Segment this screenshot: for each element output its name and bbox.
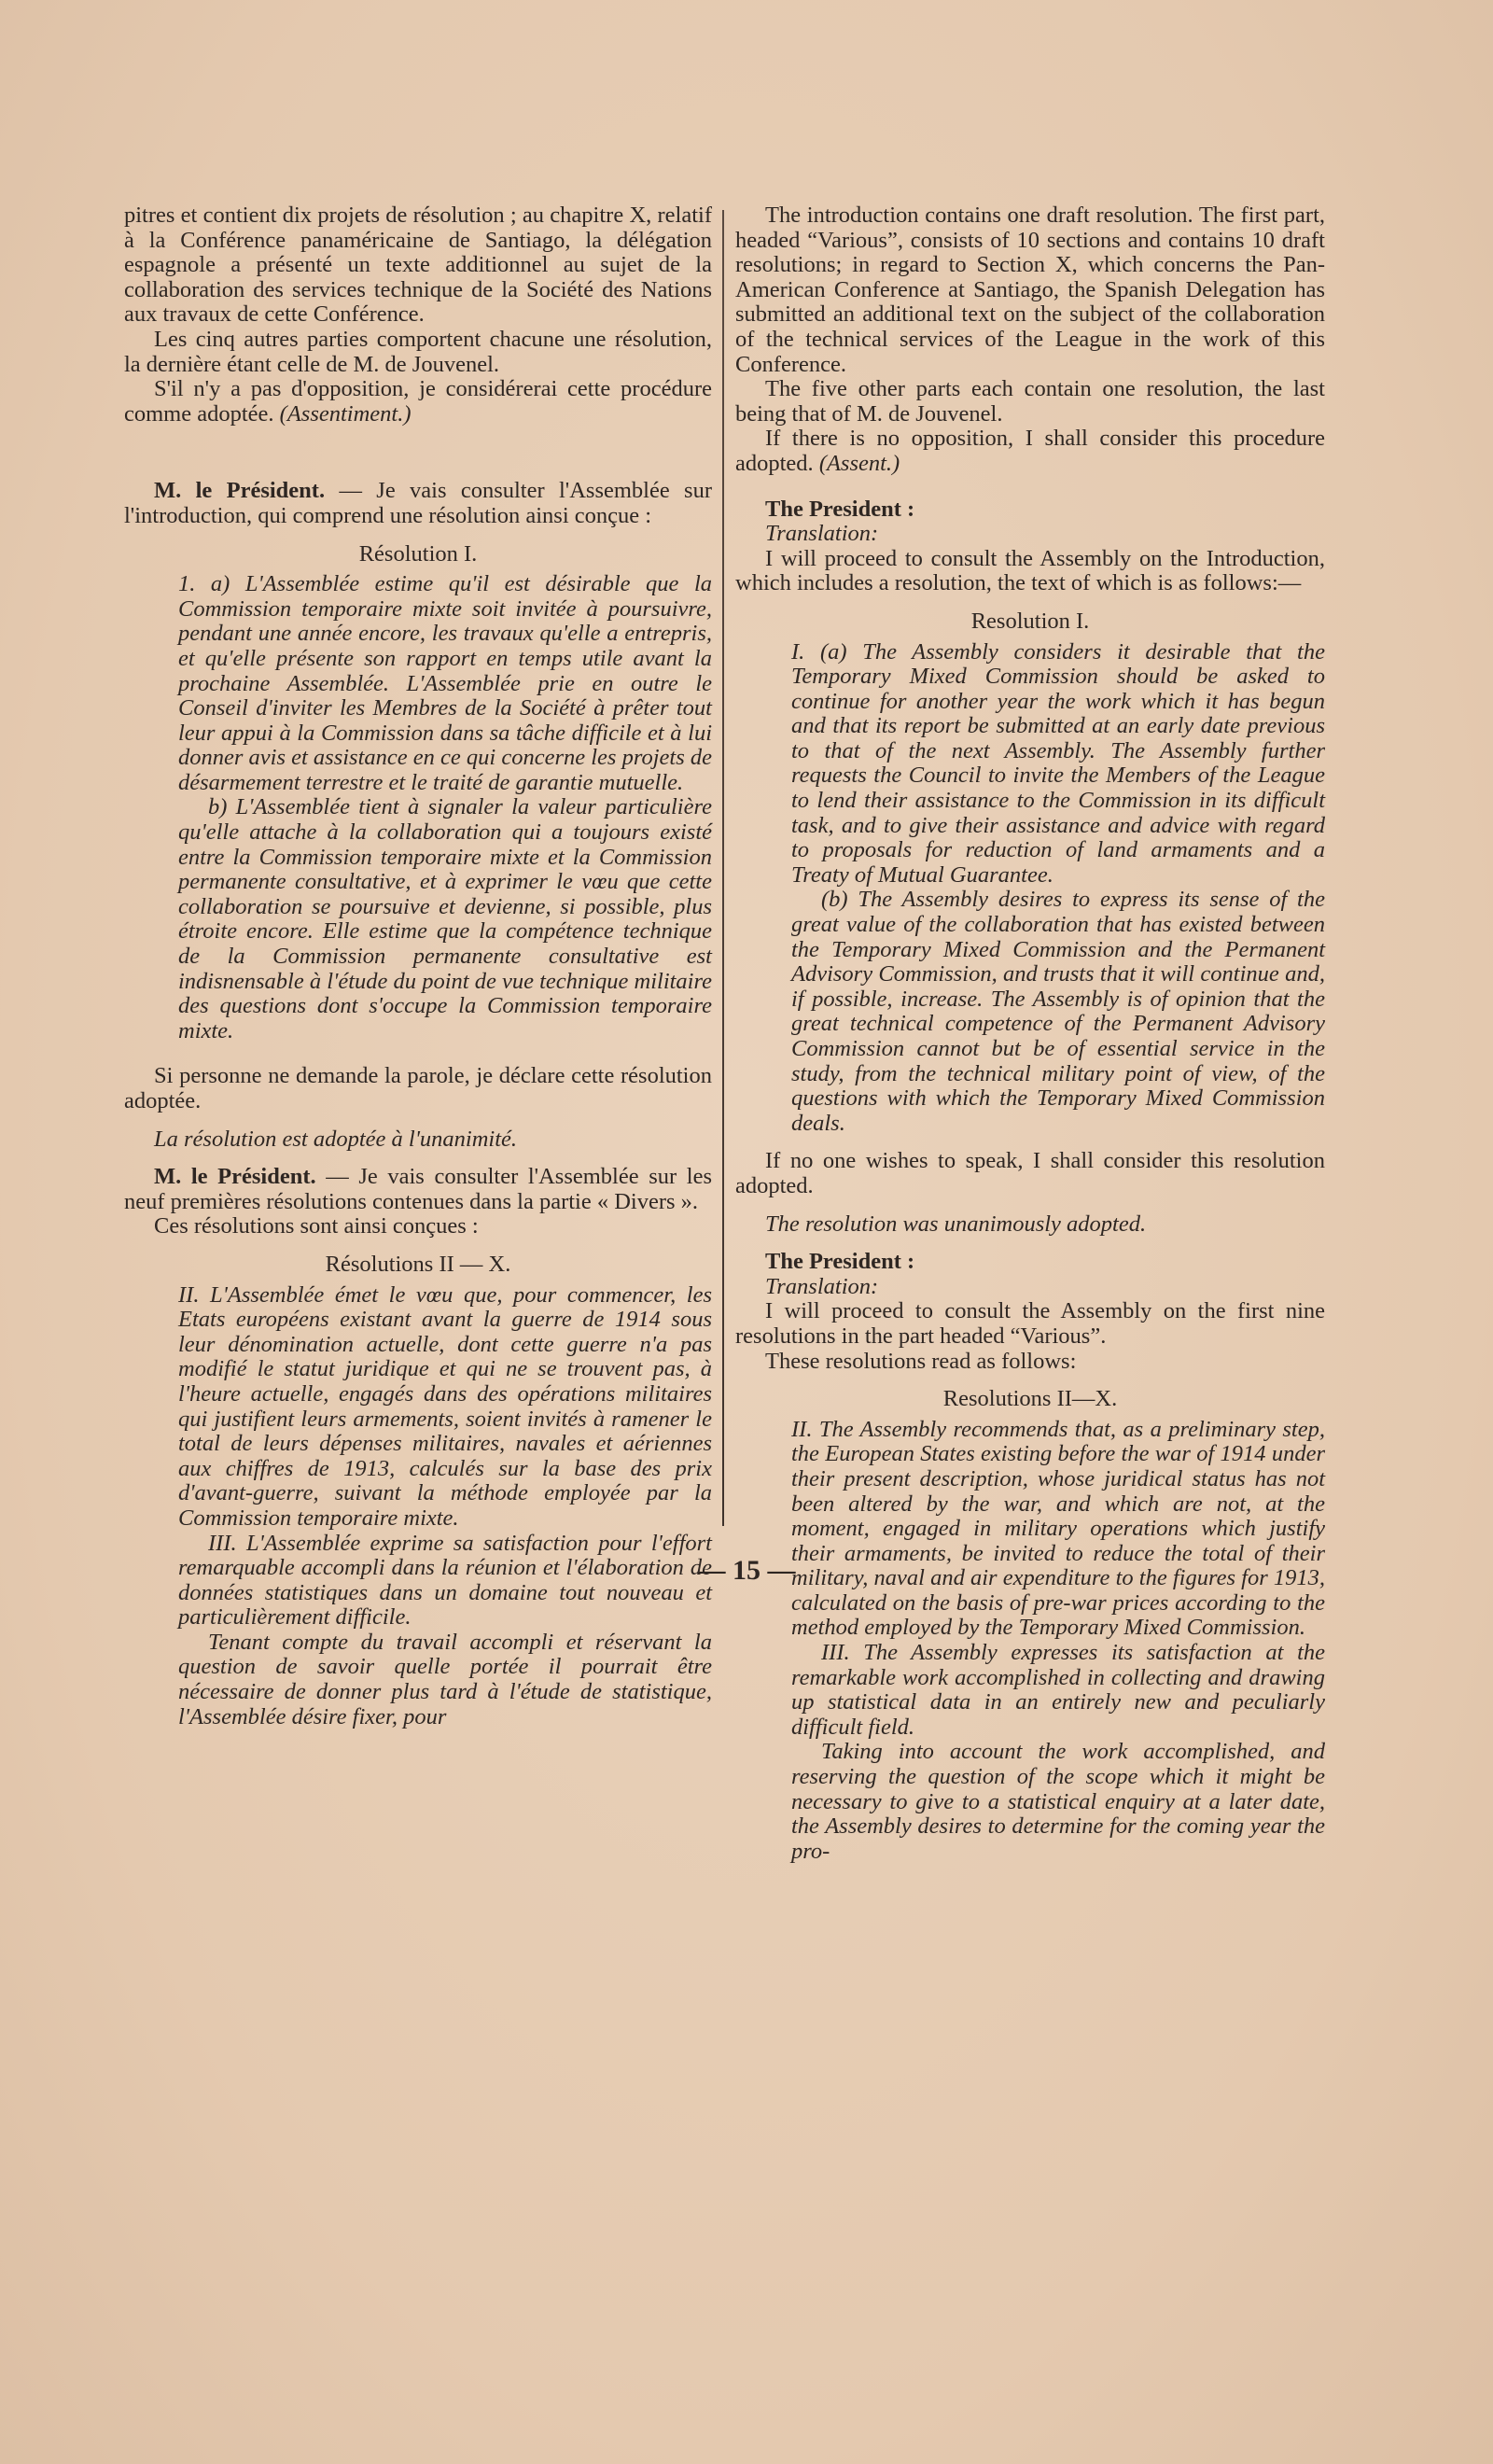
no-opposition-text: S'il n'y a pas d'opposition, je considérerai cette procédure comme adoptée. (124, 376, 712, 427)
no-opposition-text: If there is no opposition, I shall consider this procedure adopted. (735, 426, 1325, 476)
assent-note: (Assent.) (818, 450, 900, 476)
adopted-note: La résolution est adoptée à l'unanimité. (154, 1126, 518, 1152)
resolution-heading: Resolutions II—X. (942, 1386, 1118, 1412)
speaker-name: M. le Président. (154, 478, 326, 504)
english-column (735, 203, 1325, 1864)
assent-note: (Assentiment.) (279, 400, 412, 427)
speaker-text: — Je vais consulter l'Assemblée sur l'introduction, qui comprend une résolution ainsi conçue : (124, 478, 712, 528)
speaker-name-text: The President : (765, 496, 915, 522)
resolution-heading: Résolutions II — X. (325, 1251, 511, 1277)
resolution-text: 1. a) L'Assemblée estime qu'il est désirable que la Commission temporaire mixte soit invitée à poursuivre, pendant une année encore, les travaux qu'elle a entrepris, et qu'elle présente son rapport en temps utile avant la prochaine Assemblée. L'Assemblée prie en outre le Conseil d'inviter les Membres de la Société à prêter tout leur appui à la Commission dans sa tâche difficile et à lui donner avis et assistance en ce qui concerne les projets de désarmement terrestre et le traité de garantie mutuelle. (178, 571, 712, 795)
resolution-text: III. L'Assemblée exprime sa satisfaction pour l'effort remarquable accompli dans la réunion et l'élaboration de données statistiques dans un domaine tout nouveau et particulièrement difficile. (178, 1530, 712, 1631)
proceed-paragraph: I will proceed to consult the Assembly on the Introduction, which includes a resolution, the text of which is as follows:— (735, 545, 1325, 596)
column-divider (722, 210, 724, 1526)
speaker-name (735, 497, 1325, 523)
president-statement (124, 479, 712, 528)
resolution-text: Tenant compte du travail accompli et réservant la question de savoir quelle portée il pourrait être nécessaire de donner plus tard à l'étude de statistique, l'Assemblée désire fixer, pour (178, 1629, 712, 1729)
read-as-paragraph: Ces résolutions sont ainsi conçues : (154, 1213, 479, 1239)
resolution-text: Taking into account the work accomplished, and reserving the question of the scope which it might be necessary to give to a statistical enquiry at a later date, the Assembly desires to determine for the coming year the pro- (791, 1739, 1325, 1864)
page-number: — 15 — (697, 1555, 796, 1586)
translation-label: Translation: (765, 521, 879, 547)
resolution-text: III. The Assembly expresses its satisfaction at the remarkable work accomplished in collecting and drawing up statistical data in an entirely new and peculiarly difficult field. (791, 1640, 1325, 1740)
president-statement (124, 1165, 712, 1214)
translation-label: Translation: (765, 1273, 879, 1299)
read-as-paragraph: These resolutions read as follows: (765, 1348, 1077, 1374)
no-speak-paragraph: If no one wishes to speak, I shall consider this resolution adopted. (735, 1148, 1325, 1198)
no-opposition-paragraph (124, 377, 712, 427)
resolution-heading: Résolution I. (358, 540, 478, 567)
adopted-note: The resolution was unanimously adopted. (765, 1211, 1147, 1237)
five-parts-paragraph: The five other parts each contain one resolution, the last being that of M. de Jouvenel. (735, 376, 1325, 427)
resolution-text: b) L'Assemblée tient à signaler la valeur particulière qu'elle attache à la collaboration qui a toujours existé entre la Commission temporaire mixte et la Commission permanente consultative, et à exprimer le vœu que cette collaboration se poursuive et devienne, si possible, plus étroite encore. Elle estime que la compétence technique de la Commission permanente consultative est indisnensable à l'étude du point de vue technique militaire des questions dont s'occupe la Commission temporaire mixte. (178, 794, 712, 1043)
resolution-text: I. (a) The Assembly considers it desirable that the Temporary Mixed Commission should be asked to continue for another year the work which it has begun and that its report be submitted at an early date previous to that of the next Assembly. The Assembly further requests the Council to invite the Members of the League to lend their assistance to the Commission in its difficult task, and to give their assistance and advice with regard to proposals for reduction of land armaments and a Treaty of Mutual Guarantee. (791, 638, 1325, 888)
five-parts-paragraph: Les cinq autres parties comportent chacune une résolution, la dernière étant celle de M. de Jouvenel. (124, 326, 712, 377)
resolution-text: II. L'Assemblée émet le vœu que, pour commencer, les Etats européens existant avant la guerre de 1914 sous leur dénomination actuelle, dont cette guerre n'a pas modifié le statut juridique et qui ne se trouvent pas, à l'heure actuelle, engagés dans des opérations militaires qui justifient leurs armements, soient invités à ramener le total de leurs dépenses militaires, navales et aériennes aux chiffres de 1913, calculés sur la base des prix d'avant-guerre, suivant la méthode employée par la Commission temporaire mixte. (178, 1281, 712, 1531)
resolution-text: II. The Assembly recommends that, as a preliminary step, the European States existing before the war of 1914 under their present description, whose juridical status has not been altered by the war, and which are not, at the moment, engaged in military operations which justify their armaments, be invited to reduce the total of their military, naval and air expenditure to the figures for 1913, calculated on the basis of pre-war prices according to the method employed by the Temporary Mixed Commission. (791, 1416, 1325, 1641)
intro-paragraph: pitres et contient dix projets de résolution ; au chapitre X, relatif à la Conférence panaméricaine de Santiago, la délégation espagnole a présenté un texte additionnel au sujet de la collaboration des services technique de la Société des Nations aux travaux de cette Conférence. (124, 203, 712, 328)
speaker-name: M. le Président. (154, 1164, 316, 1190)
no-opposition-paragraph (735, 427, 1325, 476)
resolution-heading: Resolution I. (970, 608, 1090, 634)
no-speak-paragraph: Si personne ne demande la parole, je déclare cette résolution adoptée. (124, 1063, 712, 1113)
intro-paragraph: The introduction contains one draft resolution. The first part, headed “Various”, consists of 10 sections and contains 10 draft resolutions; in regard to Section X, which concerns the Pan-American Conference at Santiago, the Spanish Delegation has submitted an additional text on the subject of the collaboration of the technical services of the League in the work of this Conference. (735, 203, 1325, 377)
speaker-name (735, 1250, 1325, 1275)
french-column (124, 203, 712, 1729)
proceed-paragraph: I will proceed to consult the Assembly on the first nine resolutions in the part headed “Various”. (735, 1298, 1325, 1349)
speaker-name-text: The President : (765, 1249, 915, 1275)
resolution-text: (b) The Assembly desires to express its sense of the great value of the collaboration that has existed between the Temporary Mixed Commission and the Permanent Advisory Commission, and trusts that it will continue and, if possible, increase. The Assembly is of opinion that the great technical competence of the Permanent Advisory Commission cannot but be of essential service in the study, from the technical military point of view, of the questions with which the Temporary Mixed Commission deals. (791, 887, 1325, 1136)
speaker-text: — Je vais consulter l'Assemblée sur les neuf premières résolutions contenues dans la partie « Divers ». (124, 1164, 712, 1214)
